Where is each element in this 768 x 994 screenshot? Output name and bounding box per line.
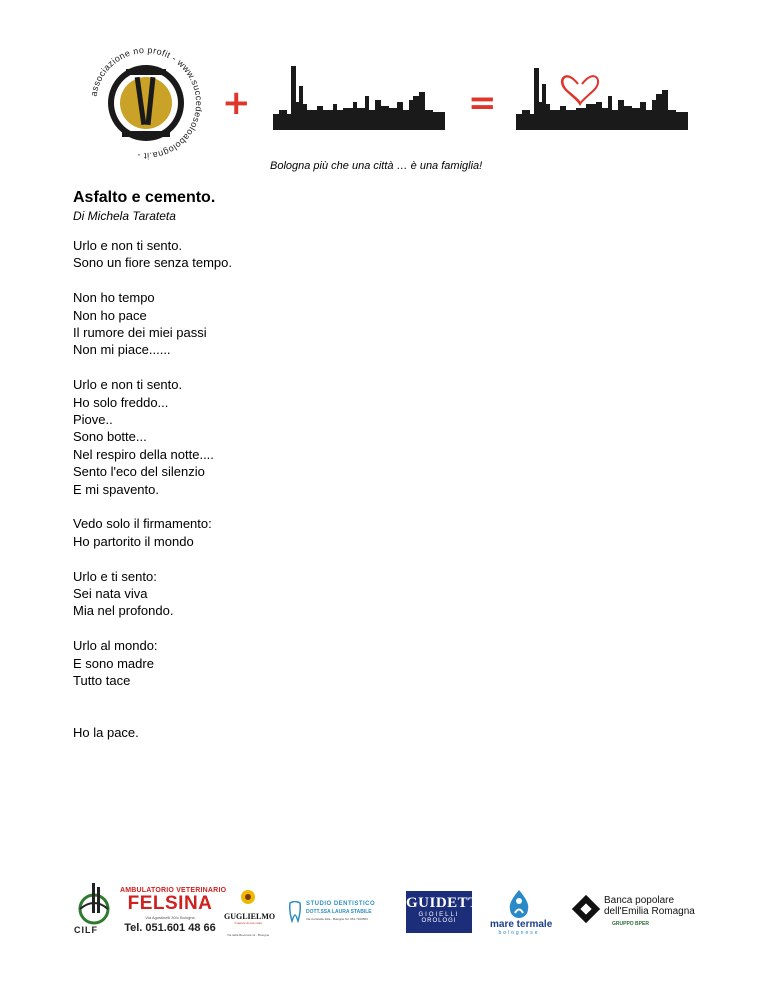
cilf-label: CILF xyxy=(74,925,98,935)
poem-stanza xyxy=(73,637,232,689)
poem-stanza xyxy=(73,289,232,359)
poem-line: Il rumore dei miei passi xyxy=(73,325,207,341)
poem-line: Urlo al mondo: xyxy=(73,638,158,654)
poem-line: Ho la pace. xyxy=(73,725,139,741)
dentist-title: STUDIO DENTISTICO xyxy=(306,901,376,907)
poem-line: Non mi piace...... xyxy=(73,342,171,358)
svg-text:associazione no profit - www.s: associazione no profit - www.succedesoloabologna.it - xyxy=(88,44,205,162)
poem-line: Nel respiro della notte.... xyxy=(73,446,214,462)
poem-stanza xyxy=(73,568,232,620)
poem-stanza xyxy=(73,515,232,550)
bologna-skyline-icon xyxy=(273,66,445,130)
sponsor-cilf xyxy=(70,879,120,941)
poem-line: Tutto tace xyxy=(73,673,131,689)
sponsor-felsina xyxy=(120,887,227,943)
poem-line: Sono botte... xyxy=(73,429,147,445)
poem-line: Vedo solo il firmamento: xyxy=(73,516,212,532)
article-title: Asfalto e cemento. xyxy=(73,189,216,206)
letterhead xyxy=(0,0,768,180)
sponsor-banca xyxy=(572,895,712,935)
banca-line1: Banca popolare xyxy=(604,895,675,906)
poem-line: Non ho pace xyxy=(73,307,147,323)
dentist-name: DOTT.SSA LAURA STABILE xyxy=(306,909,372,915)
poem-line: Mia nel profondo. xyxy=(73,603,174,619)
dentist-address: Via Corticella 10/a - Bologna Tel. 051 7100503 xyxy=(306,917,368,921)
poem-line: Urlo e non ti sento. xyxy=(73,238,183,253)
poem-line: Ho partorito il mondo xyxy=(73,533,194,549)
guidetti-name: GUIDETTI xyxy=(406,895,486,911)
poem-body xyxy=(73,237,232,759)
sponsor-strip xyxy=(0,875,768,955)
felsina-phone: Tel. 051.601 48 66 xyxy=(124,922,216,934)
poem-line: Ho solo freddo... xyxy=(73,394,169,410)
poem-line: Non ho tempo xyxy=(73,290,155,306)
poem-line: Urlo e ti sento: xyxy=(73,568,157,584)
guidetti-line3: OROLOGI xyxy=(421,918,457,924)
tagline: Bologna più che una città … è una famiglia! xyxy=(270,160,483,172)
cilf-logo-icon xyxy=(70,879,120,927)
poem-stanza xyxy=(73,237,232,272)
mare-name: mare termale xyxy=(490,919,553,930)
sponsor-guidetti xyxy=(406,891,486,933)
sponsor-mare-termale xyxy=(490,889,553,945)
association-logo xyxy=(86,43,206,163)
felsina-address: Via Agostinelli 30/c Bologna xyxy=(145,915,195,920)
guglielmo-subtitle: il sapore di una volta xyxy=(234,921,262,925)
mare-subtitle: bolognese xyxy=(498,930,540,936)
bank-logo-icon xyxy=(572,895,600,923)
guidetti-line2: GIOIELLI xyxy=(418,912,460,918)
guglielmo-address: Via della Beverara 11 - Bologna xyxy=(226,933,270,937)
poem-line: Urlo e non ti sento. xyxy=(73,377,183,393)
poem-stanza xyxy=(73,376,232,498)
sponsor-dentist xyxy=(288,901,392,925)
poem-line: E mi spavento. xyxy=(73,481,159,497)
poem-stanza xyxy=(73,724,232,741)
water-drop-icon xyxy=(506,889,532,919)
bologna-skyline-heart-icon xyxy=(516,66,688,130)
banca-group: GRUPPO BPER xyxy=(612,921,649,927)
felsina-top: AMBULATORIO VETERINARIO xyxy=(120,887,227,894)
sponsor-guglielmo xyxy=(224,889,276,939)
equals-sign: = xyxy=(468,83,497,123)
tooth-icon xyxy=(288,901,302,923)
sunflower-icon xyxy=(240,889,256,905)
poem-line: Sei nata viva xyxy=(73,586,148,602)
poem-line: Piove.. xyxy=(73,412,113,428)
felsina-name: FELSINA xyxy=(127,893,213,914)
poem-line: Sono un fiore senza tempo. xyxy=(73,255,232,271)
plus-sign: + xyxy=(222,83,251,123)
guglielmo-name: GUGLIELMO xyxy=(224,912,276,921)
banca-line2: dell'Emilia Romagna xyxy=(604,906,695,917)
article-author: Di Michela Tarateta xyxy=(73,209,176,223)
poem-line: Sento l'eco del silenzio xyxy=(73,464,205,480)
poem-line: E sono madre xyxy=(73,655,154,671)
